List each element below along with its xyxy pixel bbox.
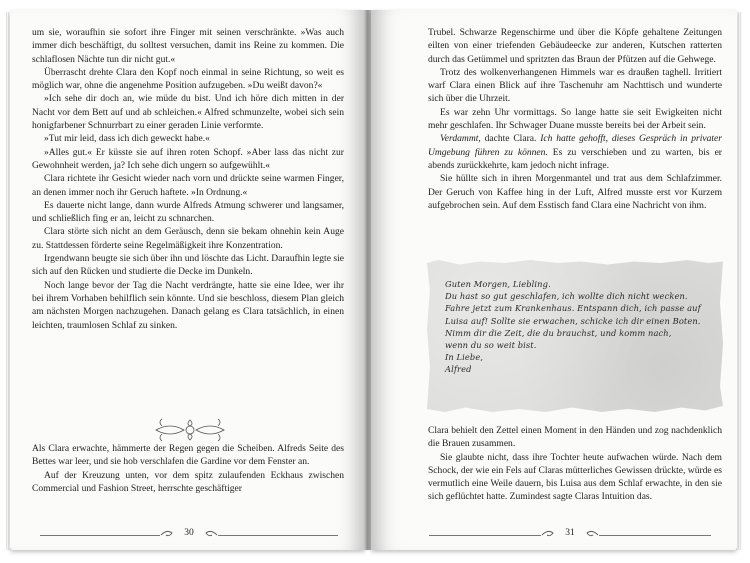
- paragraph: Überrascht drehte Clara den Kopf noch einmal in seine Richtung, so weit es möglich war, ohne die angenehme Position aufzugeben. »Du weißt davon?«: [32, 66, 344, 92]
- paragraph: »Tut mir leid, dass ich dich geweckt habe.«: [44, 133, 210, 145]
- paragraph: Es war zehn Uhr vormittags. So lange hatte sie seit Ewigkeiten nicht mehr geschlafen. Ihr Schwager Duane musste bereits bei der Arbeit sein.: [428, 106, 722, 132]
- page-number-left: 30: [184, 528, 194, 538]
- footer-curl-icon: [204, 529, 218, 541]
- footer-rule-left: [40, 535, 160, 536]
- note-line: wenn du so weit bist.: [445, 340, 537, 351]
- footer-curl-icon: [541, 529, 555, 541]
- footer-rule-right: [599, 535, 711, 536]
- footer-curl-icon: [585, 529, 599, 541]
- italic-thought: Ich hatte gehofft, dieses Gespräch in privater Umgebung führen zu können.: [428, 133, 722, 158]
- page-number-right: 31: [565, 528, 575, 538]
- paragraph: um sie, woraufhin sie sofort ihre Finger mit seinen verschränkte. »Was auch immer dich beschäftigt, du solltest versuchen, damit ins Reine zu kommen. Die schlaflosen Nächte tun dir nicht gut.«: [32, 27, 344, 65]
- note-line: Nimm dir die Zeit, die du brauchst, und komm nach,: [445, 327, 672, 338]
- footer-curl-icon: [160, 529, 174, 541]
- note-line: Du hast so gut geschlafen, ich wollte dich nicht wecken.: [445, 291, 688, 302]
- note-line: Guten Morgen, Liebling.: [445, 279, 551, 289]
- note-line: Fahre jetzt zum Krankenhaus. Entspann dich, ich passe auf: [445, 303, 701, 314]
- paragraph: Als Clara erwachte, hämmerte der Regen gegen die Scheiben. Alfreds Seite des Bettes war leer, und sie hob verschlafen die Gardine vor dem Fenster an.: [32, 443, 344, 468]
- right-page-footer: [371, 526, 737, 546]
- note-line: Alfred: [445, 364, 472, 375]
- paragraph: Es dauerte nicht lange, dann wurde Alfreds Atmung schwerer und langsamer, und schließlich fing er an, leicht zu schnarchen.: [32, 199, 344, 225]
- left-page: [10, 10, 365, 550]
- footer-rule-left: [429, 535, 541, 536]
- note-line: Luisa auf! Sollte sie erwachen, schicke ich dir einen Boten.: [445, 315, 701, 326]
- paragraph: »Alles gut.« Er küsste sie auf ihren roten Schopf. »Aber lass das nicht zur Gewohnheit werden, ja? Ich sehe dich ungern so aufgewühlt.«: [32, 146, 344, 171]
- paragraph: Sie glaubte nicht, dass ihre Tochter heute aufwachen würde. Nach dem Schock, der wie ein Fels auf Claras mütterliches Gewissen drückte, würde es vermutlich eine Weile dauern, bis Luisa aus dem Schlaf erwachte, in den sie sich geflüchtet hatte. Zumindest sagte Claras Intuition das.: [428, 451, 723, 503]
- handwritten-note: [427, 260, 723, 412]
- note-handwriting: [445, 278, 717, 376]
- paragraph: Clara störte sich nicht an dem Geräusch, denn sie bekam ohnehin kein Auge zu. Stattdessen förderte seine Regelmäßigkeit ihre Konzentration.: [32, 226, 344, 251]
- left-page-text-top: [32, 26, 344, 332]
- right-page-text-bottom: [428, 424, 722, 504]
- paragraph: Clara behielt den Zettel einen Moment in den Händen und zog nachdenklich die Brauen zusammen.: [428, 425, 722, 450]
- left-page-footer: [10, 526, 365, 546]
- paragraph-text: dachte Clara.: [480, 133, 541, 145]
- paragraph: [428, 132, 722, 172]
- note-line: In Liebe,: [445, 352, 484, 363]
- paragraph: »Ich sehe dir doch an, wie müde du bist. Und ich höre dich mitten in der Nacht vor dem Bett auf und ab schleichen.« Alfred schmunzelte, wobei sich sein honigfarbener Schnurrbart zu einer geraden Linie verformte.: [32, 93, 344, 132]
- right-page-text-top: [428, 26, 722, 212]
- italic-thought: Verdammt,: [440, 133, 481, 145]
- footer-rule-right: [218, 535, 338, 536]
- paragraph: Irgendwann beugte sie sich über ihn und löschte das Licht. Daraufhin legte sie sich auf den Rücken und studierte die Decke im Dunkeln.: [32, 253, 344, 278]
- paragraph: Auf der Kreuzung unten, vor dem spitz zulaufenden Eckhaus zwischen Commercial und Fashion Street, herrschte geschäftiger: [32, 469, 344, 494]
- paragraph-text: Es zu verschieben und zu warten, bis er abends zurückkehrte, kam jedoch nicht infrage.: [428, 146, 722, 171]
- left-page-text-bottom: [32, 442, 344, 495]
- paragraph: Clara richtete ihr Gesicht wieder nach vorn und drückte seine warmen Finger, an denen immer noch ihr Geruch haftete. »In Ordnung.«: [32, 173, 344, 198]
- paragraph: Noch lange bevor der Tag die Nacht verdrängte, hatte sie eine Idee, wer ihr bei ihrem Vorhaben behilflich sein könnte. Und sie beschloss, diesem Plan gleich am nächsten Morgen nachzugehen. Danach gelang es Clara tatsächlich, in einen leichten, traumlosen Schlaf zu sinken.: [32, 279, 344, 331]
- paragraph: Sie hüllte sich in ihren Morgenmantel und trat aus dem Schlafzimmer. Der Geruch von Kaffee hing in der Luft, Alfred musste erst vor Kurzem aufgebrochen sein. Auf dem Esstisch fand Clara eine Nachricht von ihm.: [428, 173, 722, 211]
- paragraph: Trotz des wolkenverhangenen Himmels war es draußen taghell. Irritiert warf Clara einen Blick auf ihre Taschenuhr am Nachttisch und wunderte sich über die Uhrzeit.: [428, 66, 722, 105]
- paragraph: Trubel. Schwarze Regenschirme und über die Köpfe gehaltene Zeitungen eilten von einer triefenden Gebäudeecke zur anderen, Kutschen ratterten durch das Getümmel und spritzten das Braun der Pfützen auf die Gehwege.: [428, 27, 722, 65]
- right-page: [371, 10, 737, 550]
